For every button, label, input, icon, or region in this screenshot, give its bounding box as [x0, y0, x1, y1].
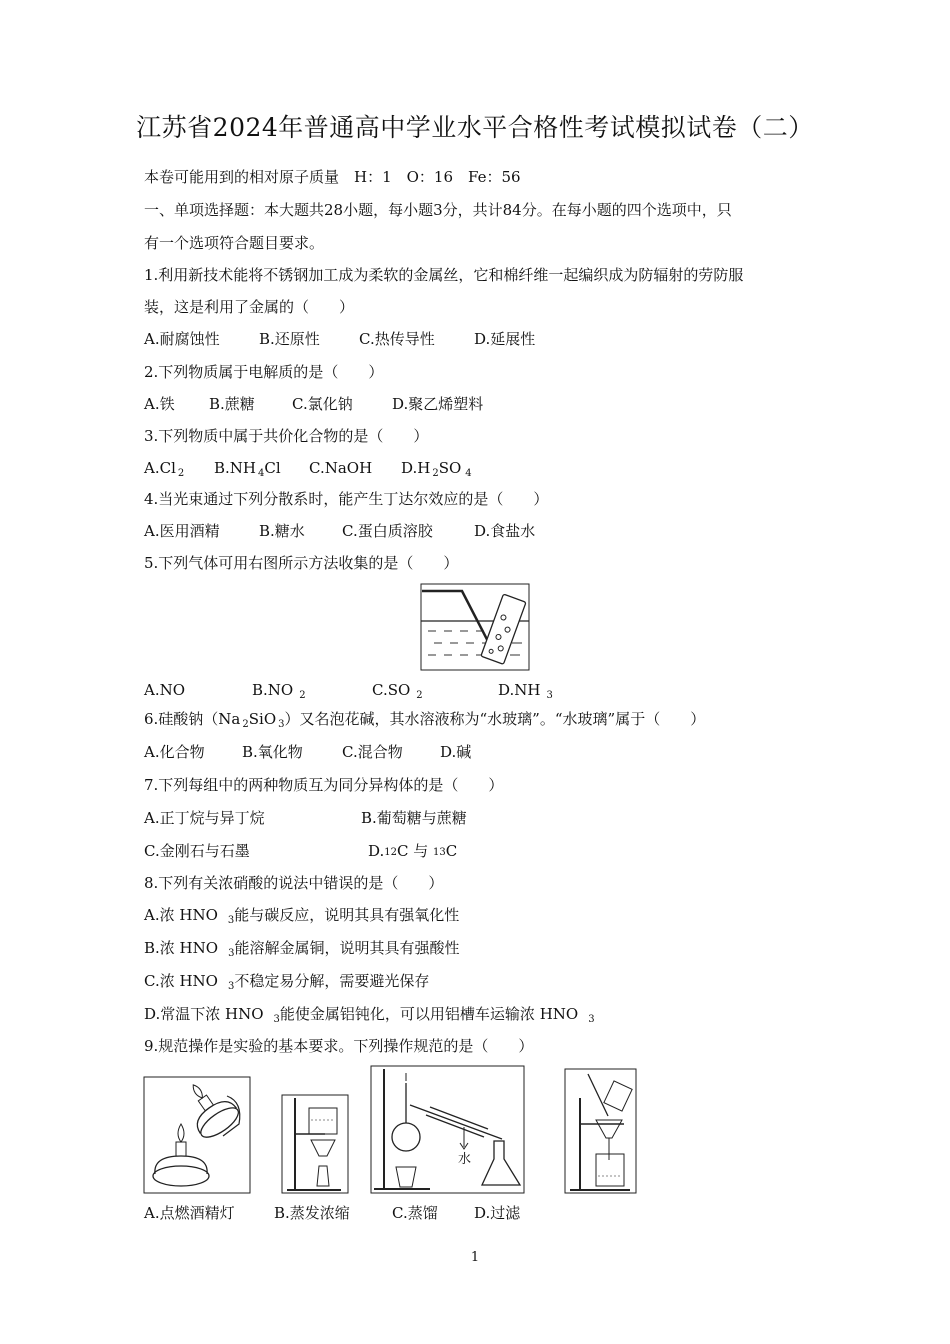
q8-d-pre: D.常温下浓 HNO	[144, 1005, 264, 1023]
question-2: 2.下列物质属于电解质的是（ ）	[144, 363, 384, 381]
q5-b-sub: 2	[299, 690, 306, 701]
lamp-b	[317, 1166, 329, 1186]
section-instructions-line1: 一、单项选择题：本大题共28小题，每小题3分，共计84分。在每小题的四个选项中，只	[144, 201, 732, 219]
q9-option-b[interactable]: B.蒸发浓缩	[274, 1204, 350, 1222]
lamp-c	[396, 1167, 416, 1187]
q1-option-d[interactable]: D.延展性	[474, 330, 536, 348]
q3-b-sub: 4	[258, 468, 265, 479]
collecting-bottle	[481, 594, 526, 664]
q6-option-d[interactable]: D.碱	[440, 743, 472, 761]
q7-d-sup1: 12	[384, 847, 397, 858]
q7-d-mid: C 与	[397, 842, 434, 860]
water-label: 水	[458, 1152, 472, 1167]
q8-a-post: 能与碳反应，说明其具有强氧化性	[234, 906, 460, 924]
q8-c-pre: C.浓 HNO	[144, 972, 218, 990]
q8-d-sub: 3	[273, 1014, 280, 1025]
distilling-flask	[392, 1123, 420, 1151]
question-1-line1: 1.利用新技术能将不锈钢加工成为柔软的金属丝，它和棉纤维一起编织成为防辐射的劳防服	[144, 266, 744, 284]
q8-c-sub: 3	[227, 981, 235, 992]
q4-option-b[interactable]: B.糖水	[259, 522, 305, 540]
q6-mid: SiO	[248, 710, 277, 728]
q1-option-a[interactable]: A.耐腐蚀性	[144, 330, 220, 348]
q8-option-a[interactable]	[144, 905, 459, 928]
lamp-wick-holder-left	[176, 1142, 186, 1156]
q5-d-sub: 3	[546, 690, 553, 701]
q3-b-text: B.NH	[214, 459, 256, 477]
q9-option-d[interactable]: D.过滤	[474, 1204, 521, 1222]
q7-option-a[interactable]: A.正丁烷与异丁烷	[144, 809, 265, 827]
question-7: 7.下列每组中的两种物质互为同分异构体的是（ ）	[144, 776, 504, 794]
figure-d-frame	[565, 1069, 636, 1193]
q3-option-b[interactable]	[214, 458, 281, 481]
question-5: 5.下列气体可用右图所示方法收集的是（ ）	[144, 554, 459, 572]
q5-c-text: C.SO	[372, 681, 411, 699]
q8-d-sub2: 3	[588, 1014, 595, 1025]
q3-d-sub: 2	[432, 468, 439, 479]
q1-option-c[interactable]: C.热传导性	[359, 330, 435, 348]
q8-d-post: 能使金属铝钝化，可以用铝槽车运输浓 HNO	[279, 1005, 579, 1023]
condenser-inner	[410, 1105, 502, 1139]
q8-option-d[interactable]	[144, 1004, 595, 1027]
beaker-d	[596, 1154, 624, 1186]
q8-b-pre: B.浓 HNO	[144, 939, 219, 957]
q7-d-pre: D.	[368, 842, 385, 860]
pouring-beaker-d	[604, 1081, 632, 1111]
q5-b-text: B.NO	[252, 681, 294, 699]
q3-a-sub: 2	[177, 468, 185, 479]
q3-option-d[interactable]	[401, 458, 472, 481]
erlenmeyer-flask	[482, 1141, 520, 1185]
q5-option-b[interactable]	[252, 680, 306, 703]
condenser-outer-top	[430, 1107, 488, 1129]
q7-option-b[interactable]: B.葡萄糖与蔗糖	[361, 809, 467, 827]
q8-a-sub: 3	[227, 915, 235, 926]
q8-c-post: 不稳定易分解，需要避光保存	[234, 972, 430, 990]
q4-option-d[interactable]: D.食盐水	[474, 522, 536, 540]
q2-option-a[interactable]: A.铁	[144, 395, 175, 413]
q3-d-sub2: 4	[465, 468, 472, 479]
q3-b-tail: Cl	[264, 459, 281, 477]
q6-option-c[interactable]: C.混合物	[342, 743, 403, 761]
lamp-tilted-right	[175, 1076, 243, 1143]
q2-option-c[interactable]: C.氯化钠	[292, 395, 353, 413]
q4-option-a[interactable]: A.医用酒精	[144, 522, 220, 540]
atomic-mass-note: 本卷可能用到的相对原子质量 H：1 O：16 Fe：56	[144, 168, 521, 186]
funnel-b	[311, 1140, 335, 1156]
page-title: 江苏省2024年普通高中学业水平合格性考试模拟试卷（二）	[136, 113, 814, 142]
q7-option-c[interactable]: C.金刚石与石墨	[144, 842, 250, 860]
q3-d-text: D.H	[401, 459, 431, 477]
q6-post: ）又名泡花碱，其水溶液称为“水玻璃”。“水玻璃”属于（ ）	[284, 710, 706, 728]
q6-pre: 6.硅酸钠（Na	[144, 710, 241, 728]
flame-left	[178, 1124, 184, 1142]
q1-option-b[interactable]: B.还原性	[259, 330, 320, 348]
q5-option-d[interactable]	[498, 680, 553, 703]
q5-d-text: D.NH	[498, 681, 541, 699]
q3-option-a[interactable]	[144, 458, 184, 481]
question-6	[144, 709, 705, 732]
funnel-d	[596, 1120, 622, 1138]
q5-option-a[interactable]: A.NO	[144, 681, 186, 699]
q8-a-pre: A.浓 HNO	[144, 906, 218, 924]
glass-rod-d	[588, 1074, 608, 1116]
q8-option-c[interactable]	[144, 971, 429, 994]
q4-option-c[interactable]: C.蛋白质溶胶	[342, 522, 433, 540]
q3-a-text: A.Cl	[144, 459, 176, 477]
q3-option-c[interactable]: C.NaOH	[309, 459, 373, 477]
q5-option-c[interactable]	[372, 680, 423, 703]
q7-d-tail: C	[445, 842, 458, 860]
q2-option-b[interactable]: B.蔗糖	[209, 395, 255, 413]
q9-option-a[interactable]: A.点燃酒精灯	[144, 1204, 235, 1222]
q6-sub1: 2	[242, 719, 249, 730]
q2-option-d[interactable]: D.聚乙烯塑料	[392, 395, 484, 413]
beaker-b	[309, 1108, 337, 1134]
q6-option-b[interactable]: B.氧化物	[242, 743, 303, 761]
question-4: 4.当光束通过下列分散系时，能产生丁达尔效应的是（ ）	[144, 490, 549, 508]
q5-c-sub: 2	[416, 690, 423, 701]
gas-collection-figure	[420, 583, 530, 671]
page-number: 1	[470, 1250, 480, 1265]
figure-c-distillation	[370, 1065, 525, 1194]
section-instructions-line2: 有一个选项符合题目要求。	[144, 234, 325, 252]
q8-b-sub: 3	[228, 948, 235, 959]
question-1-line2: 装，这是利用了金属的（ ）	[144, 298, 355, 316]
question-9: 9.规范操作是实验的基本要求。下列操作规范的是（ ）	[144, 1037, 534, 1055]
lamp-top-left	[155, 1156, 207, 1174]
lamp-body-left	[153, 1166, 209, 1186]
figure-d-filtration	[564, 1068, 637, 1194]
q7-d-sup2: 13	[433, 847, 446, 858]
figure-b-frame	[282, 1095, 348, 1193]
figure-a-lighting-lamp	[143, 1076, 251, 1194]
delivery-tube	[422, 591, 494, 653]
q8-b-post: 能溶解金属铜，说明其具有强酸性	[234, 939, 460, 957]
question-8: 8.下列有关浓硝酸的说法中错误的是（ ）	[144, 874, 444, 892]
q7-option-d[interactable]	[368, 841, 457, 864]
q6-option-a[interactable]: A.化合物	[144, 743, 205, 761]
q6-sub2: 3	[278, 719, 285, 730]
figure-b-evaporation	[281, 1094, 349, 1194]
question-3: 3.下列物质中属于共价化合物的是（ ）	[144, 427, 429, 445]
q9-option-c[interactable]: C.蒸馏	[392, 1204, 438, 1222]
condenser-outer-bottom	[426, 1115, 484, 1137]
q3-d-mid: SO	[438, 459, 462, 477]
q8-option-b[interactable]	[144, 938, 459, 961]
